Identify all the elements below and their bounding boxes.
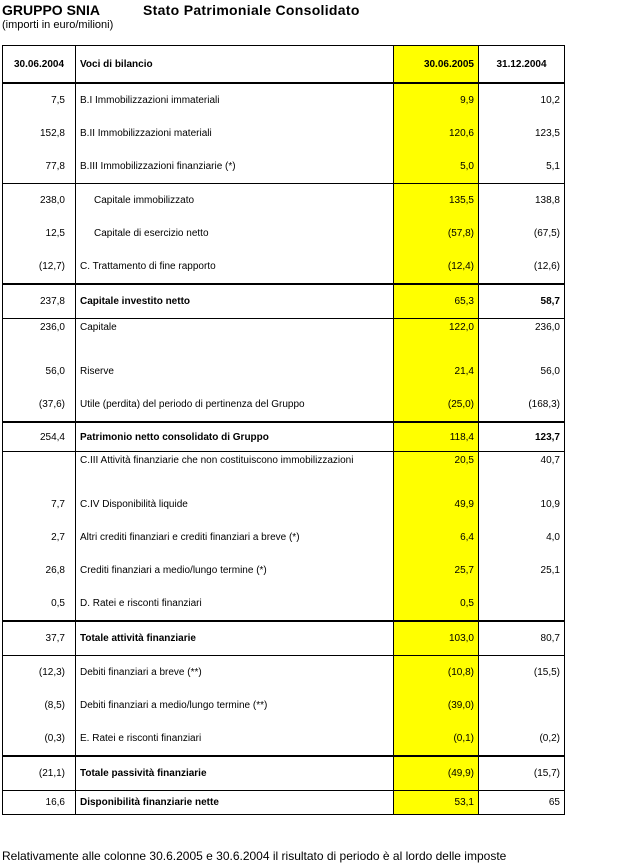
cell-2004: 254,4 xyxy=(3,422,76,452)
cell-dec-2004: 123,5 xyxy=(479,117,565,150)
cell-dec-2004: 5,1 xyxy=(479,150,565,184)
table-row xyxy=(3,184,565,218)
cell-2005: (12,4) xyxy=(394,250,479,284)
table-row xyxy=(3,319,565,356)
cell-2004: 77,8 xyxy=(3,150,76,184)
cell-2004: 238,0 xyxy=(3,184,76,218)
cell-voce: Utile (perdita) del periodo di pertinenza del Gruppo xyxy=(80,399,305,410)
cell-2004: 56,0 xyxy=(3,355,76,388)
cell-dec-2004: (12,6) xyxy=(479,250,565,284)
cell-dec-2004: (168,3) xyxy=(479,388,565,422)
cell-dec-2004: 40,7 xyxy=(479,452,565,489)
cell-2005: 120,6 xyxy=(394,117,479,150)
table-row xyxy=(3,452,565,489)
cell-voce: Totale attività finanziarie xyxy=(76,621,394,656)
table-row xyxy=(3,689,565,722)
cell-2004: 7,5 xyxy=(3,83,76,117)
cell-dec-2004: 123,7 xyxy=(479,422,565,452)
cell-2005: (49,9) xyxy=(394,756,479,791)
cell-2005: 21,4 xyxy=(394,355,479,388)
cell-2005: 20,5 xyxy=(394,452,479,489)
company-name: GRUPPO SNIA xyxy=(2,2,101,18)
cell-2004: 2,7 xyxy=(3,521,76,554)
table-row xyxy=(3,250,565,284)
footnote: Relativamente alle colonne 30.6.2005 e 30.6.2004 il risultato di periodo è al lordo delle imposte xyxy=(2,849,507,863)
cell-dec-2004: 236,0 xyxy=(479,319,565,356)
cell-2004: (12,3) xyxy=(3,656,76,690)
cell-2005: 6,4 xyxy=(394,521,479,554)
cell-voce: Crediti finanziari a medio/lungo termine (*) xyxy=(80,565,267,576)
cell-2005: (57,8) xyxy=(394,217,479,250)
cell-2005: 25,7 xyxy=(394,554,479,587)
column-header-voci: Voci di bilancio xyxy=(76,46,394,84)
cell-2005: 135,5 xyxy=(394,184,479,218)
cell-dec-2004: (67,5) xyxy=(479,217,565,250)
cell-2004: 7,7 xyxy=(3,488,76,521)
table-row xyxy=(3,388,565,422)
cell-2004: 12,5 xyxy=(3,217,76,250)
cell-voce: Disponibilità finanziarie nette xyxy=(76,791,394,815)
cell-2004: (12,7) xyxy=(3,250,76,284)
cell-2004 xyxy=(3,452,76,489)
cell-voce: Capitale investito netto xyxy=(76,284,394,319)
cell-voce: C.III Attività finanziarie che non costituiscono immobilizzazioni xyxy=(76,452,394,489)
cell-dec-2004 xyxy=(479,587,565,621)
cell-2004: 16,6 xyxy=(3,791,76,815)
table-row xyxy=(3,117,565,150)
cell-dec-2004: 65 xyxy=(479,791,565,815)
cell-2005: (39,0) xyxy=(394,689,479,722)
column-header-30-06-2004: 30.06.2004 xyxy=(3,46,76,84)
cell-voce: Debiti finanziari a medio/lungo termine (**) xyxy=(80,700,268,711)
cell-2005: 122,0 xyxy=(394,319,479,356)
column-header-30-06-2005: 30.06.2005 xyxy=(394,46,479,84)
cell-voce: Capitale di esercizio netto xyxy=(94,228,209,239)
table-row xyxy=(3,355,565,388)
cell-dec-2004: 58,7 xyxy=(479,284,565,319)
table-row xyxy=(3,791,565,815)
cell-voce: Capitale xyxy=(76,319,394,356)
cell-2005: 49,9 xyxy=(394,488,479,521)
cell-2004: (0,3) xyxy=(3,722,76,756)
cell-2004: 0,5 xyxy=(3,587,76,621)
cell-2004: 37,7 xyxy=(3,621,76,656)
cell-dec-2004: (15,7) xyxy=(479,756,565,791)
table-header-row xyxy=(3,46,565,84)
table-row xyxy=(3,284,565,319)
table-row xyxy=(3,587,565,621)
cell-voce: E. Ratei e risconti finanziari xyxy=(80,733,202,744)
cell-voce: Patrimonio netto consolidato di Gruppo xyxy=(76,422,394,452)
cell-voce: Totale passività finanziarie xyxy=(76,756,394,791)
cell-voce: C.IV Disponibilità liquide xyxy=(80,499,188,510)
table-row xyxy=(3,217,565,250)
cell-dec-2004: 4,0 xyxy=(479,521,565,554)
cell-2004: (21,1) xyxy=(3,756,76,791)
cell-voce: Riserve xyxy=(80,366,114,377)
cell-dec-2004: 56,0 xyxy=(479,355,565,388)
balance-sheet-table xyxy=(2,45,565,815)
cell-dec-2004: 138,8 xyxy=(479,184,565,218)
cell-2005: (25,0) xyxy=(394,388,479,422)
table-row xyxy=(3,521,565,554)
table-row xyxy=(3,722,565,756)
cell-voce: Altri crediti finanziari e crediti finanziari a breve (*) xyxy=(80,532,300,543)
table-row xyxy=(3,150,565,184)
cell-voce: C. Trattamento di fine rapporto xyxy=(80,261,216,272)
cell-voce: B.III Immobilizzazioni finanziarie (*) xyxy=(80,161,236,172)
cell-2004: 152,8 xyxy=(3,117,76,150)
cell-voce: Debiti finanziari a breve (**) xyxy=(76,656,394,690)
column-header-31-12-2004: 31.12.2004 xyxy=(479,46,565,84)
table-row xyxy=(3,83,565,117)
cell-dec-2004: 10,2 xyxy=(479,83,565,117)
cell-2005: 0,5 xyxy=(394,587,479,621)
cell-2004: (37,6) xyxy=(3,388,76,422)
cell-dec-2004: (15,5) xyxy=(479,656,565,690)
table-row xyxy=(3,656,565,690)
cell-voce: B.I Immobilizzazioni immateriali xyxy=(76,83,394,117)
cell-2005: 53,1 xyxy=(394,791,479,815)
cell-2005: 5,0 xyxy=(394,150,479,184)
cell-voce: B.II Immobilizzazioni materiali xyxy=(80,128,212,139)
cell-voce: Capitale immobilizzato xyxy=(76,184,394,218)
table-row xyxy=(3,621,565,656)
cell-dec-2004: (0,2) xyxy=(479,722,565,756)
cell-dec-2004: 80,7 xyxy=(479,621,565,656)
cell-2005: (10,8) xyxy=(394,656,479,690)
table-row xyxy=(3,422,565,452)
document-title: Stato Patrimoniale Consolidato xyxy=(143,2,360,18)
cell-2004: 26,8 xyxy=(3,554,76,587)
cell-dec-2004: 25,1 xyxy=(479,554,565,587)
cell-dec-2004: 10,9 xyxy=(479,488,565,521)
cell-2004: 236,0 xyxy=(3,319,76,356)
cell-2005: 65,3 xyxy=(394,284,479,319)
table-row xyxy=(3,488,565,521)
cell-2005: 9,9 xyxy=(394,83,479,117)
cell-dec-2004 xyxy=(479,689,565,722)
units-subtitle: (importi in euro/milioni) xyxy=(2,19,114,31)
cell-voce: D. Ratei e risconti finanziari xyxy=(80,598,202,609)
table-row xyxy=(3,554,565,587)
cell-2005: (0,1) xyxy=(394,722,479,756)
cell-2005: 118,4 xyxy=(394,422,479,452)
cell-2004: (8,5) xyxy=(3,689,76,722)
cell-2004: 237,8 xyxy=(3,284,76,319)
cell-2005: 103,0 xyxy=(394,621,479,656)
table-row xyxy=(3,756,565,791)
